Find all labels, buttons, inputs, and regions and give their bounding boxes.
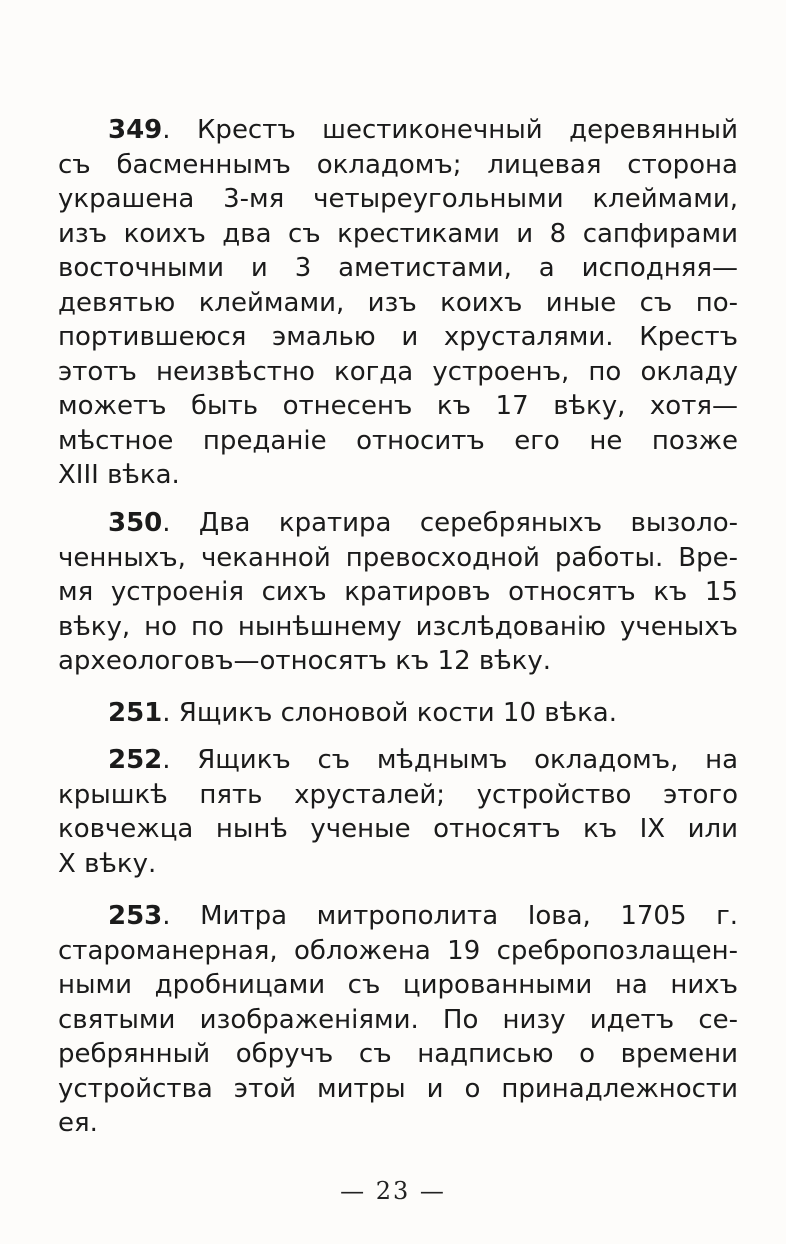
entry-line: портившеюся эмалью и хрусталями. Крестъ xyxy=(58,322,738,352)
entry-line xyxy=(58,113,738,148)
entry-line xyxy=(58,696,738,731)
entry-251 xyxy=(58,696,738,731)
entry-line: мѣстное преданіе относитъ его не позже xyxy=(58,425,738,456)
entry-line: крышкѣ пять хрусталей; устройство этого xyxy=(58,779,738,810)
entry-350 xyxy=(58,506,738,679)
entry-text: . Крестъ шестиконечный деревянный xyxy=(162,115,738,145)
entry-number: 350 xyxy=(108,508,163,538)
entry-line: мя устроенія сихъ кратировъ относятъ къ 15 xyxy=(58,577,738,607)
entry-line: X вѣку. xyxy=(58,848,157,879)
entry-line: девятью клеймами, изъ коихъ иные съ по- xyxy=(58,287,738,318)
page-number: — 23 — xyxy=(340,1177,446,1205)
entry-number: 252 xyxy=(108,745,163,775)
entry-349 xyxy=(58,113,738,493)
entry-line: изъ коихъ два съ крестиками и 8 сапфирами xyxy=(58,218,738,249)
entry-line: староманерная, обложена 19 сребропозлащен- xyxy=(58,935,738,966)
entry-line: съ басменнымъ окладомъ; лицевая сторона xyxy=(58,149,738,180)
entry-line xyxy=(58,899,738,934)
entry-line: ребрянный обручъ съ надписью о времени xyxy=(58,1039,738,1069)
entry-253 xyxy=(58,899,738,1141)
entry-line: этотъ неизвѣстно когда устроенъ, по окладу xyxy=(58,356,738,387)
entry-number: 253 xyxy=(108,901,163,931)
entry-line: XIII вѣка. xyxy=(58,460,180,490)
entry-number: 349 xyxy=(108,115,163,145)
entry-line: археологовъ—относятъ къ 12 вѣку. xyxy=(58,646,552,676)
entry-text: . Ящикъ слоновой кости 10 вѣка. xyxy=(162,698,617,728)
entry-line: ковчежца нынѣ ученые относятъ къ IX или xyxy=(58,814,738,844)
entry-line: восточными и 3 аметистами, а исподняя— xyxy=(58,253,738,283)
entry-252 xyxy=(58,743,738,881)
entry-text: . Ящикъ съ мѣднымъ окладомъ, на xyxy=(162,745,738,775)
entry-line: ея. xyxy=(58,1108,98,1138)
entry-line xyxy=(58,506,738,541)
entry-text: . Митра митрополита Іова, 1705 г. xyxy=(162,901,738,931)
entry-line xyxy=(58,743,738,778)
entry-line: вѣку, но по нынѣшнему изслѣдованію ученыхъ xyxy=(58,611,738,642)
entry-text: . Два кратира серебряныхъ вызоло- xyxy=(162,508,738,538)
entry-number: 251 xyxy=(108,698,163,728)
entry-line: ными дробницами съ цированными на нихъ xyxy=(58,970,738,1000)
entry-line: ченныхъ, чеканной превосходной работы. Вре- xyxy=(58,542,738,573)
entry-line: святыми изображеніями. По низу идетъ се- xyxy=(58,1004,738,1035)
entry-line: украшена 3-мя четыреугольными клеймами, xyxy=(58,184,738,214)
entry-line: можетъ быть отнесенъ къ 17 вѣку, хотя— xyxy=(58,391,738,421)
entry-line: устройства этой митры и о принадлежности xyxy=(58,1073,738,1104)
